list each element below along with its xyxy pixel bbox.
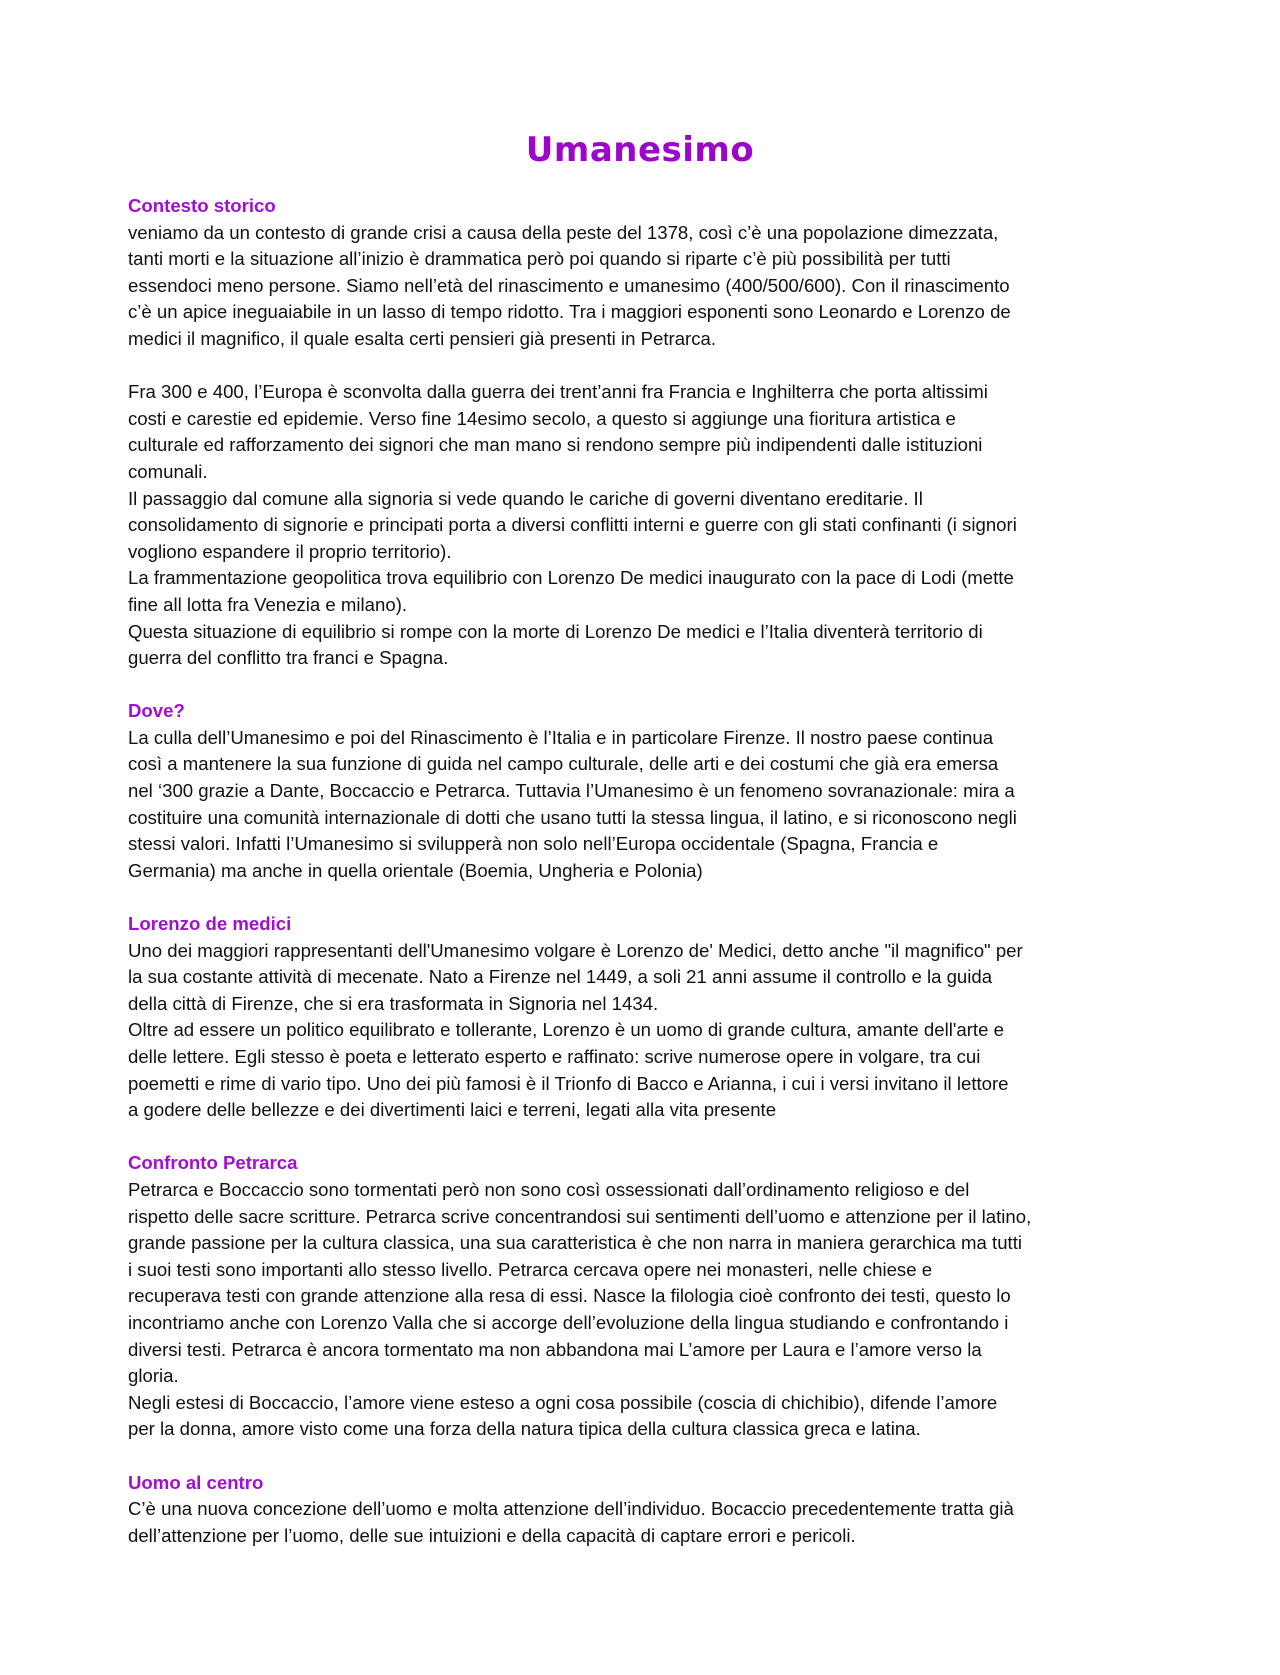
paragraph: La frammentazione geopolitica trova equilibrio con Lorenzo De medici inaugurato con la pace di Lodi (mette fine all lotta fra Venezia e milano). [128, 567, 1014, 615]
paragraph: Fra 300 e 400, l’Europa è sconvolta dalla guerra dei trent’anni fra Francia e Inghilterra che porta altissimi costi e carestie ed epidemie. Verso fine 14esimo secolo, a questo si aggiunge una fioritura artistica e culturale ed rafforzamento dei signori che man mano si rendono sempre più indipendenti dalle istituzioni comunali. [128, 381, 988, 482]
section-heading: Uomo al centro [128, 1471, 264, 1493]
section-heading: Lorenzo de medici [128, 913, 292, 935]
section-uomo-al-centro [128, 1470, 1162, 1550]
section-heading: Contesto storico [128, 195, 276, 216]
paragraph-spacer [128, 353, 1162, 380]
section-lorenzo-de-medici [128, 911, 1162, 1124]
paragraph: Petrarca e Boccaccio sono tormentati però non sono così ossessionati dall’ordinamento religioso e del rispetto delle sacre scritture. Petrarca scrive concentrandosi sui sentimenti dell’uomo e attenzione per il latino, grande passione per la cultura classica, una sua caratteristica è che non narra in maniera gerarchica ma tutti i suoi testi sono importanti allo stesso livello. Petrarca cercava opere nei monasteri, nelle chiese e recuperava testi con grande attenzione alla resa di essi. Nasce la filologia cioè confronto dei testi, questo lo incontriamo anche con Lorenzo Valla che si accorge dell’evoluzione della lingua studiando e confrontando i diversi testi. Petrarca è ancora tormentato ma non abbandona mai L’amore per Laura e l’amore verso la gloria. [128, 1178, 1032, 1387]
document-title: Umanesimo [525, 130, 755, 170]
section-confronto-petrarca [128, 1150, 1162, 1443]
paragraph: veniamo da un contesto di grande crisi a causa della peste del 1378, così c’è una popolazione dimezzata, tanti morti e la situazione all’inizio è drammatica però poi quando si riparte c’è più possibilità per tutti essendoci meno persone. Siamo nell’età del rinascimento e umanesimo (400/500/600). Con il rinascimento c’è un apice ineguaiabile in un lasso di tempo ridotto. Tra i maggiori esponenti sono Leonardo e Lorenzo de medici il magnifico, il quale esalta certi pensieri già presenti in Petrarca. [128, 221, 1011, 349]
paragraph: Negli estesi di Boccaccio, l’amore viene esteso a ogni cosa possibile (coscia di chichibio), difende l’amore per la donna, amore visto come una forza della natura tipica della cultura classica greca e latina. [128, 1391, 998, 1440]
section-contesto-storico [128, 193, 1162, 672]
section-heading: Confronto Petrarca [128, 1152, 298, 1174]
paragraph: C’è una nuova concezione dell’uomo e molta attenzione dell’individuo. Bocaccio precedentemente tratta già dell’attenzione per l’uomo, delle sue intuizioni e della capacità di captare errori e pericoli. [128, 1498, 1014, 1546]
paragraph: Uno dei maggiori rappresentanti dell'Umanesimo volgare è Lorenzo de' Medici, detto anche "il magnifico" per la sua costante attività di mecenate. Nato a Firenze nel 1449, a soli 21 anni assume il controllo e la guida della città di Firenze, che si era trasformata in Signoria nel 1434. [128, 939, 1023, 1014]
paragraph: Questa situazione di equilibrio si rompe con la morte di Lorenzo De medici e l’Italia diventerà territorio di guerra del conflitto tra franci e Spagna. [128, 620, 983, 669]
document-body [128, 193, 1162, 1576]
paragraph: La culla dell’Umanesimo e poi del Rinascimento è l’Italia e in particolare Firenze. Il nostro paese continua così a mantenere la sua funzione di guida nel campo culturale, delle arti e dei costumi che già era emersa nel ‘300 grazie a Dante, Boccaccio e Petrarca. Tuttavia l’Umanesimo è un fenomeno sovranazionale: mira a costituire una comunità internazionale di dotti che usano tutti la stessa lingua, il latino, e si riconoscono negli stessi valori. Infatti l’Umanesimo si svilupperà non solo nell’Europa occidentale (Spagna, Francia e Germania) ma anche in quella orientale (Boemia, Ungheria e Polonia) [128, 726, 1017, 881]
section-heading: Dove? [128, 700, 185, 722]
paragraph: Oltre ad essere un politico equilibrato e tollerante, Lorenzo è un uomo di grande cultura, amante dell'arte e delle lettere. Egli stesso è poeta e letterato esperto e raffinato: scrive numerose opere in volgare, tra cui poemetti e rime di vario tipo. Uno dei più famosi è il Trionfo di Bacco e Arianna, i cui i versi invitano il lettore a godere delle bellezze e dei divertimenti laici e terreni, legati alla vita presente [128, 1019, 1009, 1121]
section-dove [128, 698, 1162, 884]
paragraph: Il passaggio dal comune alla signoria si vede quando le cariche di governi diventano ereditarie. Il consolidamento di signorie e principati porta a diversi conflitti interni e guerre con gli stati confinanti (i signori vogliono espandere il proprio territorio). [128, 487, 1017, 562]
